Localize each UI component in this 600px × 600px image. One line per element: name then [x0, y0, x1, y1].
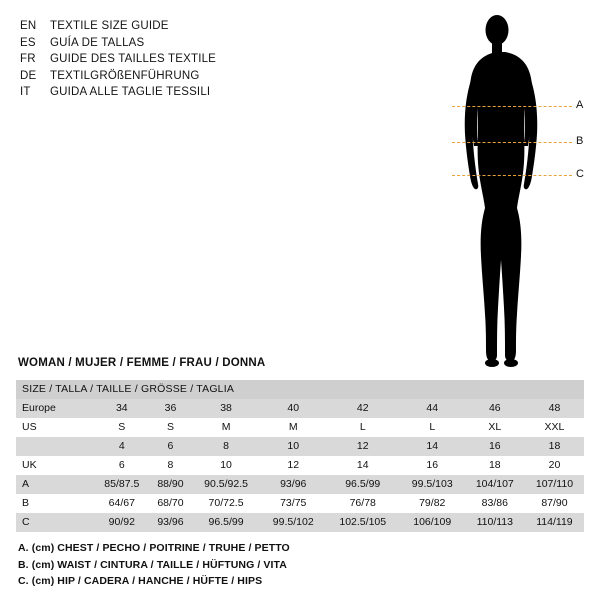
measure-line-a: [452, 106, 572, 107]
cell: 18: [465, 456, 525, 475]
cell: L: [326, 418, 400, 437]
cell: 68/70: [150, 494, 192, 513]
cell: 70/72.5: [191, 494, 261, 513]
size-table: [16, 380, 584, 532]
table-row: [16, 399, 584, 418]
measurement-figure: [420, 8, 590, 368]
cell: 87/90: [525, 494, 584, 513]
cell: 6: [94, 456, 150, 475]
language-title: GUIDE DES TAILLES TEXTILE: [50, 53, 217, 65]
cell: 34: [94, 399, 150, 418]
measure-label-b: B: [576, 135, 584, 147]
cell: 90/92: [94, 513, 150, 532]
cell: 38: [191, 399, 261, 418]
cell: 10: [191, 456, 261, 475]
language-title: TEXTILGRÖßENFÜHRUNG: [50, 69, 200, 82]
language-code: ES: [20, 36, 36, 49]
cell: 90.5/92.5: [191, 475, 261, 494]
cell: 88/90: [150, 475, 192, 494]
measure-label-c: C: [576, 168, 584, 180]
language-code: FR: [20, 53, 36, 65]
cell: XL: [465, 418, 525, 437]
row-label: A: [16, 475, 94, 494]
cell: 106/109: [400, 513, 465, 532]
language-title: TEXTILE SIZE GUIDE: [50, 20, 169, 32]
cell: 64/67: [94, 494, 150, 513]
table-row: [16, 513, 584, 532]
table-row: [16, 494, 584, 513]
footnote-b: B. (cm) WAIST / CINTURA / TAILLE / HÜFTUNG / VITA: [18, 558, 287, 571]
table-row: [16, 437, 584, 456]
language-code: DE: [20, 69, 37, 82]
cell: L: [400, 418, 465, 437]
cell: 83/86: [465, 494, 525, 513]
language-code: EN: [20, 20, 37, 32]
cell: S: [94, 418, 150, 437]
row-label: US: [16, 418, 94, 437]
cell: 79/82: [400, 494, 465, 513]
cell: 36: [150, 399, 192, 418]
cell: 110/113: [465, 513, 525, 532]
cell: 46: [465, 399, 525, 418]
cell: 104/107: [465, 475, 525, 494]
cell: 10: [261, 437, 326, 456]
language-row: [20, 68, 320, 85]
language-title: GUIDA ALLE TAGLIE TESSILI: [50, 86, 211, 98]
cell: 4: [94, 437, 150, 456]
cell: 99.5/103: [400, 475, 465, 494]
cell: 102.5/105: [326, 513, 400, 532]
cell: 14: [326, 456, 400, 475]
cell: 85/87.5: [94, 475, 150, 494]
row-label: Europe: [16, 399, 94, 418]
measure-line-b: [452, 142, 572, 143]
footnote-c: C. (cm) HIP / CADERA / HANCHE / HÜFTE / HIPS: [18, 575, 263, 587]
cell: 114/119: [525, 513, 584, 532]
cell: 40: [261, 399, 326, 418]
cell: 6: [150, 437, 192, 456]
language-code: IT: [20, 86, 31, 98]
cell: S: [150, 418, 192, 437]
measure-label-a: A: [576, 99, 584, 111]
row-label: [16, 437, 94, 456]
language-row: [20, 35, 320, 52]
language-title-block: [20, 18, 320, 101]
cell: 14: [400, 437, 465, 456]
cell: M: [191, 418, 261, 437]
cell: 16: [400, 456, 465, 475]
cell: M: [261, 418, 326, 437]
table-row: [16, 475, 584, 494]
language-row: [20, 51, 320, 68]
row-label: C: [16, 513, 94, 532]
measure-line-c: [452, 175, 572, 176]
cell: 44: [400, 399, 465, 418]
female-silhouette-icon: [440, 8, 560, 368]
language-title: GUÍA DE TALLAS: [50, 36, 145, 49]
cell: 107/110: [525, 475, 584, 494]
cell: 20: [525, 456, 584, 475]
cell: 96.5/99: [191, 513, 261, 532]
cell: 76/78: [326, 494, 400, 513]
row-label: UK: [16, 456, 94, 475]
row-label: B: [16, 494, 94, 513]
table-header-row: [16, 380, 584, 399]
footnotes: [18, 540, 578, 590]
cell: 12: [326, 437, 400, 456]
footnote-a: A. (cm) CHEST / PECHO / POITRINE / TRUHE / PETTO: [18, 542, 290, 554]
cell: 16: [465, 437, 525, 456]
cell: 99.5/102: [261, 513, 326, 532]
cell: 93/96: [150, 513, 192, 532]
language-row: [20, 18, 320, 35]
cell: 96.5/99: [326, 475, 400, 494]
cell: 8: [150, 456, 192, 475]
cell: 42: [326, 399, 400, 418]
section-heading: WOMAN / MUJER / FEMME / FRAU / DONNA: [18, 357, 266, 369]
table-row: [16, 418, 584, 437]
table-row: [16, 456, 584, 475]
cell: 93/96: [261, 475, 326, 494]
cell: XXL: [525, 418, 584, 437]
table-header-label: SIZE / TALLA / TAILLE / GRÖSSE / TAGLIA: [16, 380, 584, 399]
cell: 12: [261, 456, 326, 475]
cell: 18: [525, 437, 584, 456]
cell: 8: [191, 437, 261, 456]
language-row: [20, 84, 320, 101]
cell: 73/75: [261, 494, 326, 513]
cell: 48: [525, 399, 584, 418]
